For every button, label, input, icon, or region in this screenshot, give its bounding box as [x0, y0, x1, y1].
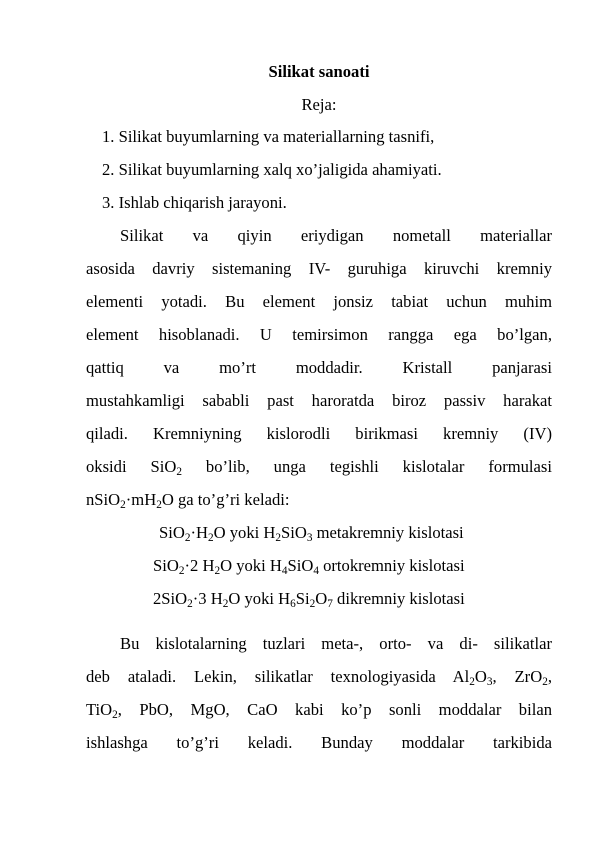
plan-heading: Reja:	[301, 95, 337, 114]
paragraph-line: Bu kislotalarning tuzlari meta-, orto- va di- silikatlar	[120, 634, 552, 653]
general-formula-line: $nSiO_2\cdot mH_2O$ ga to’g’ri keladi:	[86, 490, 290, 511]
paragraph-line: element hisoblanadi. U temirsimon rangga ega bo’lgan,	[86, 325, 552, 344]
formula-line: SiO$_2$·2 $H_2O$ yoki $H_4SiO_4$ ortokremniy kislotasi	[153, 556, 465, 577]
paragraph-line: TiO$_2$, PbO, MgO, CaO kabi ko’p sonli moddalar bilan	[86, 700, 552, 721]
formula-line: 2SiO$_2$·3 $H_2O$ yoki $H_6Si_2O_7$ dikremniy kislotasi	[153, 589, 465, 610]
paragraph-line: mustahkamligi sababli past haroratda biroz passiv harakat	[86, 391, 552, 410]
plan-item: 1. Silikat buyumlarning va materiallarning tasnifi,	[102, 127, 435, 146]
paragraph-line: qattiq va mo’rt moddadir. Kristall panjarasi	[86, 358, 552, 377]
plan-item: 3. Ishlab chiqarish jarayoni.	[102, 193, 287, 212]
paragraph-line: qiladi. Kremniyning kislorodli birikmasi kremniy (IV)	[86, 424, 552, 443]
paragraph-line: Silikat va qiyin eriydigan nometall materiallar	[120, 226, 552, 245]
page-title: Silikat sanoati	[268, 62, 370, 81]
plan-item: 2. Silikat buyumlarning xalq xo’jaligida ahamiyati.	[102, 160, 442, 179]
formula-line: $SiO_2\cdot H_2O$ yoki $H_2SiO_3$ metakremniy kislotasi	[159, 523, 464, 544]
paragraph-line: deb ataladi. Lekin, silikatlar texnologiyasida $Al_2O_3$, ZrO$_2$,	[86, 667, 552, 688]
paragraph-line: asosida davriy sistemaning IV- guruhiga kiruvchi kremniy	[86, 259, 552, 278]
paragraph-line: elementi yotadi. Bu element jonsiz tabiat uchun muhim	[86, 292, 552, 311]
paragraph-line: ishlashga to’g’ri keladi. Bunday moddalar tarkibida	[86, 733, 552, 752]
paragraph-line: oksidi SiO$_2$ bo’lib, unga tegishli kislotalar formulasi	[86, 457, 552, 478]
